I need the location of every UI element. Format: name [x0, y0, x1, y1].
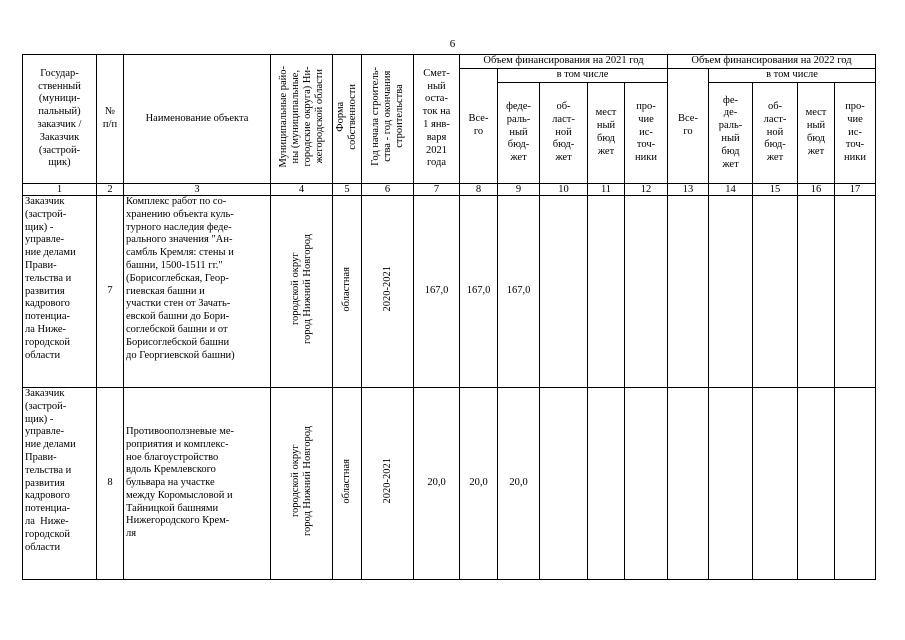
ownership-text: областная	[341, 266, 352, 312]
col-number: 17	[835, 184, 876, 196]
table-row	[23, 388, 876, 580]
header-fin-2022: Объем финансирования на 2022 год	[668, 55, 876, 69]
years-text: 2020-2021	[381, 266, 393, 312]
district-text: городской округ город Нижний Новгород	[289, 234, 313, 345]
empty-cell	[588, 196, 625, 388]
header-incl-2022: в том числе	[709, 69, 876, 83]
row-number: 8	[97, 388, 124, 580]
empty-cell	[835, 388, 876, 580]
header-other-2021: про- чие ис- точ- ники	[625, 83, 668, 184]
header-other-2022: про- чие ис- точ- ники	[835, 83, 876, 184]
col-number: 11	[588, 184, 625, 196]
col-number: 3	[124, 184, 271, 196]
federal-2021-cell: 20,0	[498, 388, 540, 580]
empty-cell	[540, 388, 588, 580]
years-text: 2020-2021	[381, 458, 393, 504]
col-number: 2	[97, 184, 124, 196]
empty-cell	[798, 388, 835, 580]
col-number: 14	[709, 184, 753, 196]
total-2021-cell: 20,0	[460, 388, 498, 580]
col-number: 15	[753, 184, 798, 196]
header-district-cell	[271, 55, 333, 184]
federal-2021-cell: 167,0	[498, 196, 540, 388]
empty-cell	[709, 196, 753, 388]
col-number: 10	[540, 184, 588, 196]
empty-cell	[835, 196, 876, 388]
district-cell	[271, 388, 333, 580]
col-number: 12	[625, 184, 668, 196]
object-name-cell: Комплекс работ по со- хранению объекта куль- турного наследия феде- рального значения "Ан- самбль Кремля: стены и башни, 1500-1511 гг." (Борисоглебская, Геор- гиевская башни и участки стен от Зачать- евской башни до Бори- соглебской башни и от Борисоглебской башни до Георгиевской башни)	[124, 196, 271, 388]
financing-table	[22, 54, 876, 580]
empty-cell	[709, 388, 753, 580]
years-cell	[362, 196, 414, 388]
col-number: 13	[668, 184, 709, 196]
empty-cell	[668, 196, 709, 388]
col-number: 1	[23, 184, 97, 196]
col-number: 8	[460, 184, 498, 196]
empty-cell	[753, 196, 798, 388]
remainder-cell: 167,0	[414, 196, 460, 388]
header-total-2021: Все- го	[460, 69, 498, 184]
col-number: 6	[362, 184, 414, 196]
district-cell	[271, 196, 333, 388]
row-number: 7	[97, 196, 124, 388]
header-fin-2021: Объем финансирования на 2021 год	[460, 55, 668, 69]
empty-cell	[625, 388, 668, 580]
empty-cell	[540, 196, 588, 388]
header-number: № п/п	[97, 55, 124, 184]
years-cell	[362, 388, 414, 580]
header-remainder: Смет- ный остa- ток на 1 янв- варя 2021 года	[414, 55, 460, 184]
header-ownership-cell	[333, 55, 362, 184]
empty-cell	[588, 388, 625, 580]
header-local-2022: мест ный бюд жет	[798, 83, 835, 184]
header-federal-2021: феде- раль- ный бюд- жет	[498, 83, 540, 184]
header-local-2021: мест ный бюд жет	[588, 83, 625, 184]
empty-cell	[668, 388, 709, 580]
page-number: 6	[449, 38, 456, 50]
customer-cell: Заказчик (застрой- щик) - управле- ние делами Прави- тельства и развития кадрового потенциа- ла Ниже- городской области	[23, 388, 97, 580]
col-number: 4	[271, 184, 333, 196]
empty-cell	[625, 196, 668, 388]
header-years: Год начала строитель- ства - год окончания строительства	[369, 67, 405, 166]
header-years-cell	[362, 55, 414, 184]
header-customer: Государ- ственный (муници- пальный) заказчик / Заказчик (застрой- щик)	[23, 55, 97, 184]
ownership-cell	[333, 388, 362, 580]
header-total-2022: Все- го	[668, 69, 709, 184]
header-regional-2021: об- ласт- ной бюд- жет	[540, 83, 588, 184]
column-numbers-row	[23, 184, 876, 196]
header-regional-2022: об- ласт- ной бюд- жет	[753, 83, 798, 184]
remainder-cell: 20,0	[414, 388, 460, 580]
total-2021-cell: 167,0	[460, 196, 498, 388]
col-number: 5	[333, 184, 362, 196]
header-district: Муниципальные райо- ны (муниципальные, городские округа) Ни- жегородской области	[277, 65, 325, 168]
empty-cell	[753, 388, 798, 580]
customer-cell: Заказчик (застрой- щик) - управле- ние делами Прави- тельства и развития кадрового потенциа- ла Ниже- городской области	[23, 196, 97, 388]
empty-cell	[798, 196, 835, 388]
col-number: 16	[798, 184, 835, 196]
header-federal-2022: фе- де- раль- ный бюд жет	[709, 83, 753, 184]
header-ownership: Форма собственности	[335, 83, 358, 150]
district-text: городской округ город Нижний Новгород	[289, 426, 313, 537]
ownership-cell	[333, 196, 362, 388]
header-object-name: Наименование объекта	[124, 55, 271, 184]
table-row	[23, 196, 876, 388]
col-number: 9	[498, 184, 540, 196]
col-number: 7	[414, 184, 460, 196]
ownership-text: областная	[341, 458, 352, 504]
object-name-cell: Противооползневые ме- роприятия и комплекс- ное благоустройство вдоль Кремлевского бульвара на участке между Коромысловой и Тайницкой башнями Нижегородского Крем- ля	[124, 388, 271, 580]
header-incl-2021: в том числе	[498, 69, 668, 83]
